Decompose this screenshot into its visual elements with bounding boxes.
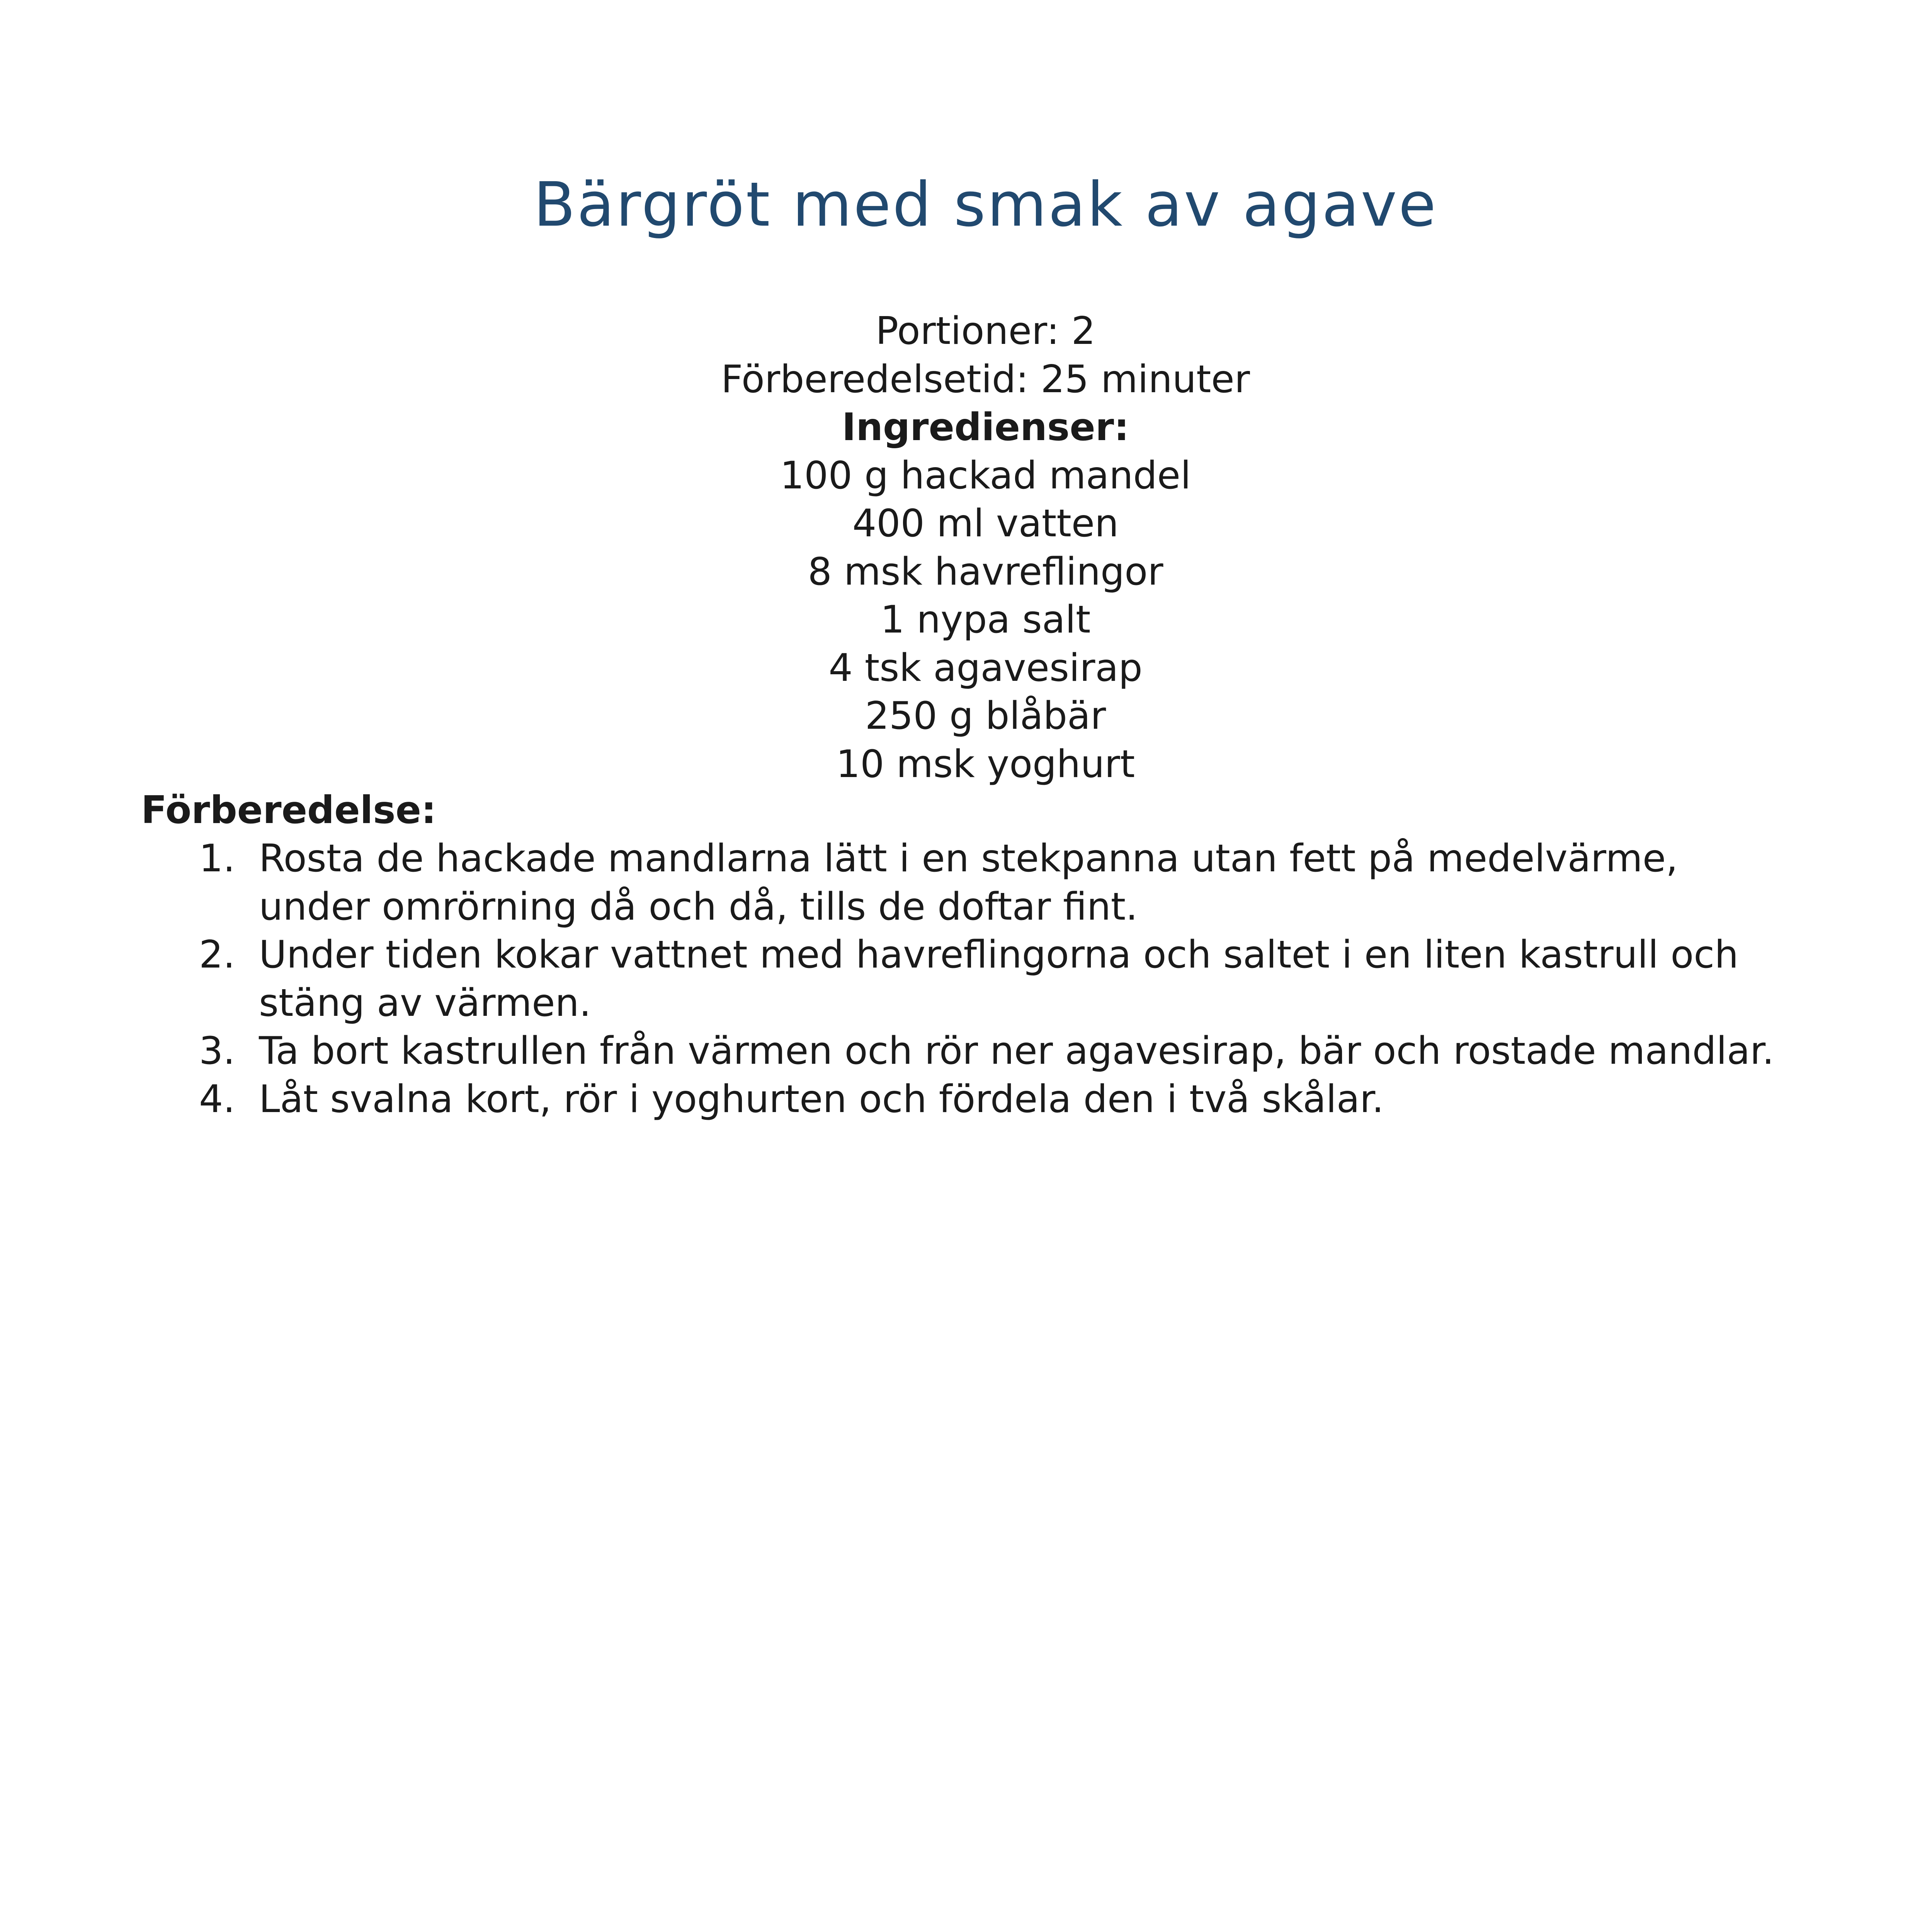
step-text-line: Rosta de hackade mandlarna lätt i en stekpanna utan fett på medelvärme, — [259, 837, 1678, 881]
step-number: 2. — [199, 933, 235, 977]
ingredient-item: 400 ml vatten — [852, 502, 1119, 546]
step-text-line: Ta bort kastrullen från värmen och rör ner agavesirap, bär och rostade mandlar. — [259, 1029, 1774, 1073]
step-text-line: Låt svalna kort, rör i yoghurten och fördela den i två skålar. — [259, 1077, 1384, 1121]
step-item — [141, 1027, 1841, 1075]
step-item — [141, 1075, 1841, 1124]
ingredients-heading: Ingredienser: — [842, 405, 1129, 449]
preparation-steps — [141, 835, 1841, 1123]
ingredient-item: 8 msk havreflingor — [808, 549, 1163, 594]
servings: Portioner: 2 — [876, 309, 1095, 353]
step-item — [141, 931, 1841, 1027]
ingredient-item: 250 g blåbär — [865, 694, 1106, 738]
step-number: 4. — [199, 1077, 235, 1121]
step-text-line: stäng av värmen. — [259, 981, 591, 1025]
recipe-title: Bärgröt med smak av agave — [533, 169, 1438, 240]
recipe-meta — [0, 307, 1932, 788]
ingredient-item: 10 msk yoghurt — [836, 742, 1135, 786]
ingredient-item: 1 nypa salt — [880, 598, 1091, 642]
step-text-line: Under tiden kokar vattnet med havreflingorna och saltet i en liten kastrull och — [259, 933, 1739, 977]
step-number: 3. — [199, 1029, 235, 1073]
prep-time: Förberedelsetid: 25 minuter — [721, 357, 1250, 401]
ingredient-item: 100 g hackad mandel — [780, 453, 1191, 498]
step-text-line: under omrörning då och då, tills de doftar fint. — [259, 884, 1138, 929]
preparation-heading: Förberedelse: — [141, 788, 437, 832]
step-item — [141, 835, 1841, 931]
step-number: 1. — [199, 837, 235, 881]
ingredient-item: 4 tsk agavesirap — [828, 646, 1143, 690]
